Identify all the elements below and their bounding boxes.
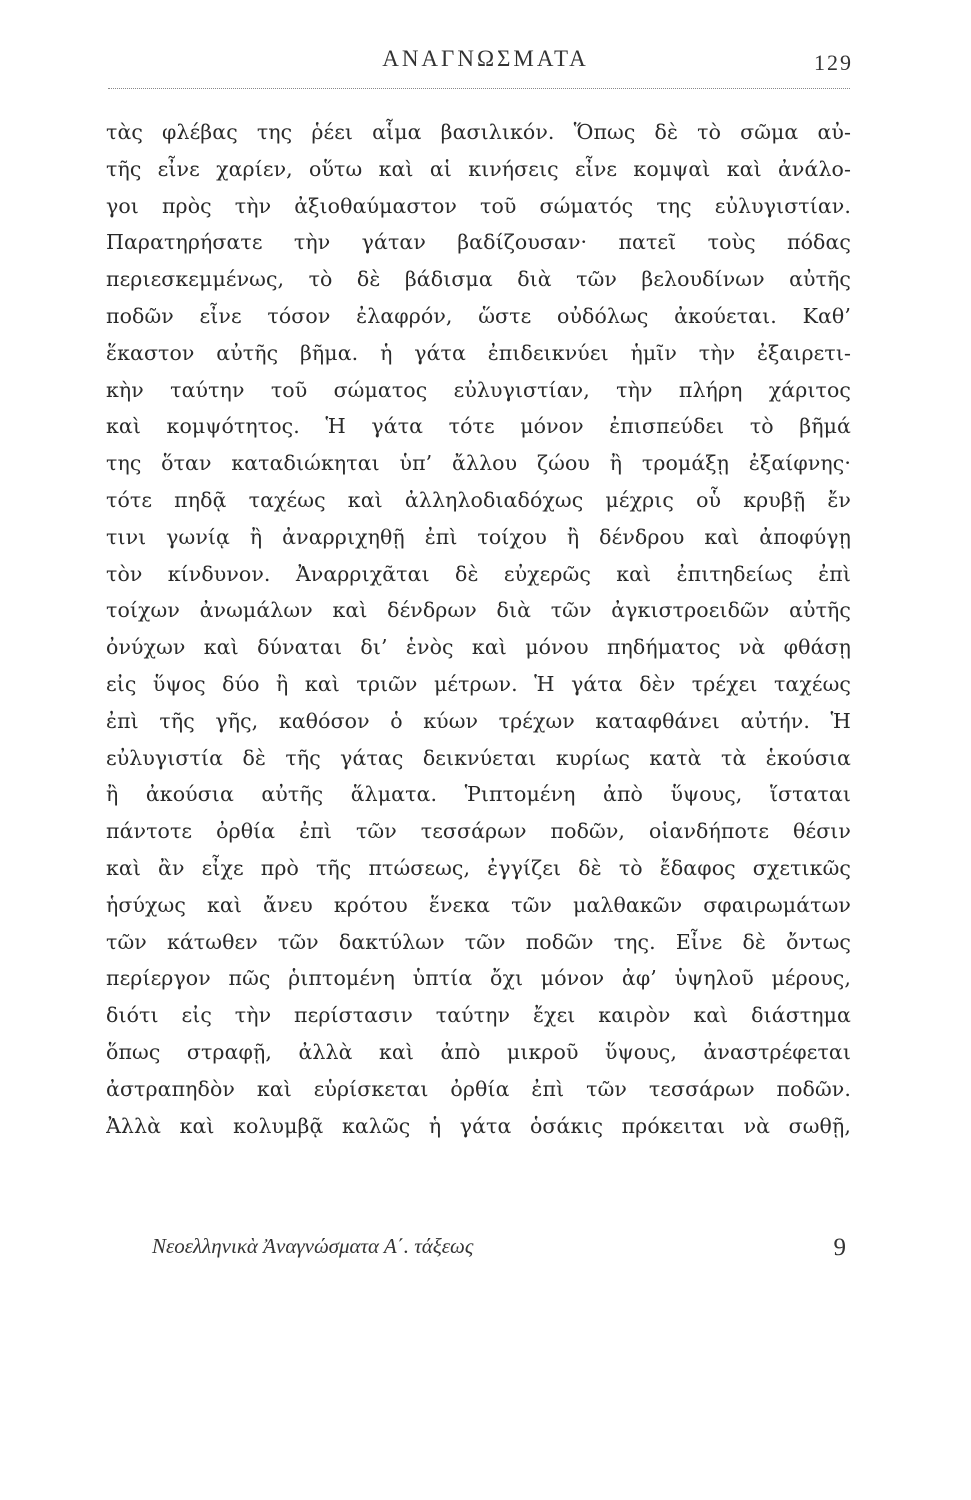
text-line: ὀνύχων καὶ δύναται δι’ ἑνὸς καὶ μόνου πηδήματος νὰ φθάσῃ xyxy=(106,635,851,660)
text-line: τὸν κίνδυνον. Ἀναρριχᾶται δὲ εὐχερῶς καὶ ἐπιτηδείως ἐπὶ xyxy=(106,561,851,586)
body-text xyxy=(106,114,851,1144)
signature-line: Νεοελληνικὰ Ἀναγνώσματα Α΄. τάξεως xyxy=(152,1234,474,1258)
text-line: καὶ ἂν εἶχε πρὸ τῆς πτώσεως, ἐγγίζει δὲ τὸ ἔδαφος σχετικῶς xyxy=(106,855,851,880)
text-line: περιεσκεμμένως, τὸ δὲ βάδισμα διὰ τῶν βελουδίνων αὐτῆς xyxy=(106,267,851,292)
text-line: πάντοτε ὀρθία ἐπὶ τῶν τεσσάρων ποδῶν, οἱανδήποτε θέσιν xyxy=(106,819,851,844)
text-line: διότι εἰς τὴν περίστασιν ταύτην ἔχει καιρὸν καὶ διάστημα xyxy=(106,1003,851,1028)
text-line: ἡσύχως καὶ ἄνευ κρότου ἕνεκα τῶν μαλθακῶν σφαιρωμάτων xyxy=(106,892,851,917)
text-line: ἢ ἀκούσια αὐτῆς ἅλματα. Ῥιπτομένη ἀπὸ ὕψους, ἵσταται xyxy=(106,782,851,807)
text-line: ποδῶν εἶνε τόσον ἐλαφρόν, ὥστε οὐδόλως ἀκούεται. Καθ’ xyxy=(106,303,851,328)
text-line: εἰς ὕψος δύο ἢ καὶ τριῶν μέτρων. Ἡ γάτα δὲν τρέχει ταχέως xyxy=(106,671,851,696)
running-head xyxy=(0,38,971,88)
text-line: ἐπὶ τῆς γῆς, καθόσον ὁ κύων τρέχων καταφθάνει αὐτήν. Ἡ xyxy=(106,708,851,733)
text-line: τῆς εἶνε χαρίεν, οὕτω καὶ αἱ κινήσεις εἶνε κομψαὶ καὶ ἀνάλο- xyxy=(106,156,851,181)
signature-mark: 9 xyxy=(833,1234,846,1261)
text-line: τοίχων ἀνωμάλων καὶ δένδρων διὰ τῶν ἀγκιστροειδῶν αὐτῆς xyxy=(106,598,851,623)
text-line: περίεργον πῶς ῥιπτομένη ὑπτία ὄχι μόνον ἀφ’ ὑψηλοῦ μέρους, xyxy=(106,966,851,991)
text-line: γοι πρὸς τὴν ἀξιοθαύμαστον τοῦ σώματός της εὐλυγιστίαν. xyxy=(106,193,851,218)
text-line: ἕκαστον αὐτῆς βῆμα. ἡ γάτα ἐπιδεικνύει ἡμῖν τὴν ἐξαιρετι- xyxy=(106,340,851,365)
text-line: τῶν κάτωθεν τῶν δακτύλων τῶν ποδῶν της. Εἶνε δὲ ὄντως xyxy=(106,929,851,954)
text-line: ἀστραπηδὸν καὶ εὑρίσκεται ὀρθία ἐπὶ τῶν τεσσάρων ποδῶν. xyxy=(106,1076,851,1101)
text-line: κὴν ταύτην τοῦ σώματος εὐλυγιστίαν, τὴν πλήρη χάριτος xyxy=(106,377,851,402)
text-line: Παρατηρήσατε τὴν γάταν βαδίζουσαν· πατεῖ τοὺς πόδας xyxy=(106,230,851,255)
text-line: ὅπως στραφῇ, ἀλλὰ καὶ ἀπὸ μικροῦ ὕψους, ἀναστρέφεται xyxy=(106,1039,851,1064)
page-footer xyxy=(108,1234,850,1274)
running-title: ΑΝΑΓΝΩΣΜΑΤΑ xyxy=(382,46,589,71)
text-line: της ὅταν καταδιώκηται ὑπ’ ἄλλου ζώου ἢ τρομάξῃ ἐξαίφνης· xyxy=(106,451,851,476)
header-rule xyxy=(108,88,850,89)
text-line: εὐλυγιστία δὲ τῆς γάτας δεικνύεται κυρίως κατὰ τὰ ἑκούσια xyxy=(106,745,851,770)
text-line: τὰς φλέβας της ῥέει αἷμα βασιλικόν. Ὅπως δὲ τὸ σῶμα αὐ- xyxy=(106,120,851,144)
text-line: τινι γωνίᾳ ἢ ἀναρριχηθῇ ἐπὶ τοίχου ἢ δένδρου καὶ ἀποφύγῃ xyxy=(106,524,851,549)
text-line: Ἀλλὰ καὶ κολυμβᾷ καλῶς ἡ γάτα ὁσάκις πρόκειται νὰ σωθῇ, xyxy=(106,1113,851,1138)
page-number: 129 xyxy=(814,50,853,75)
text-line: καὶ κομψότητος. Ἡ γάτα τότε μόνον ἐπισπεύδει τὸ βῆμά xyxy=(106,414,851,439)
text-line: τότε πηδᾷ ταχέως καὶ ἀλληλοδιαδόχως μέχρις οὗ κρυβῇ ἔν xyxy=(106,487,851,512)
